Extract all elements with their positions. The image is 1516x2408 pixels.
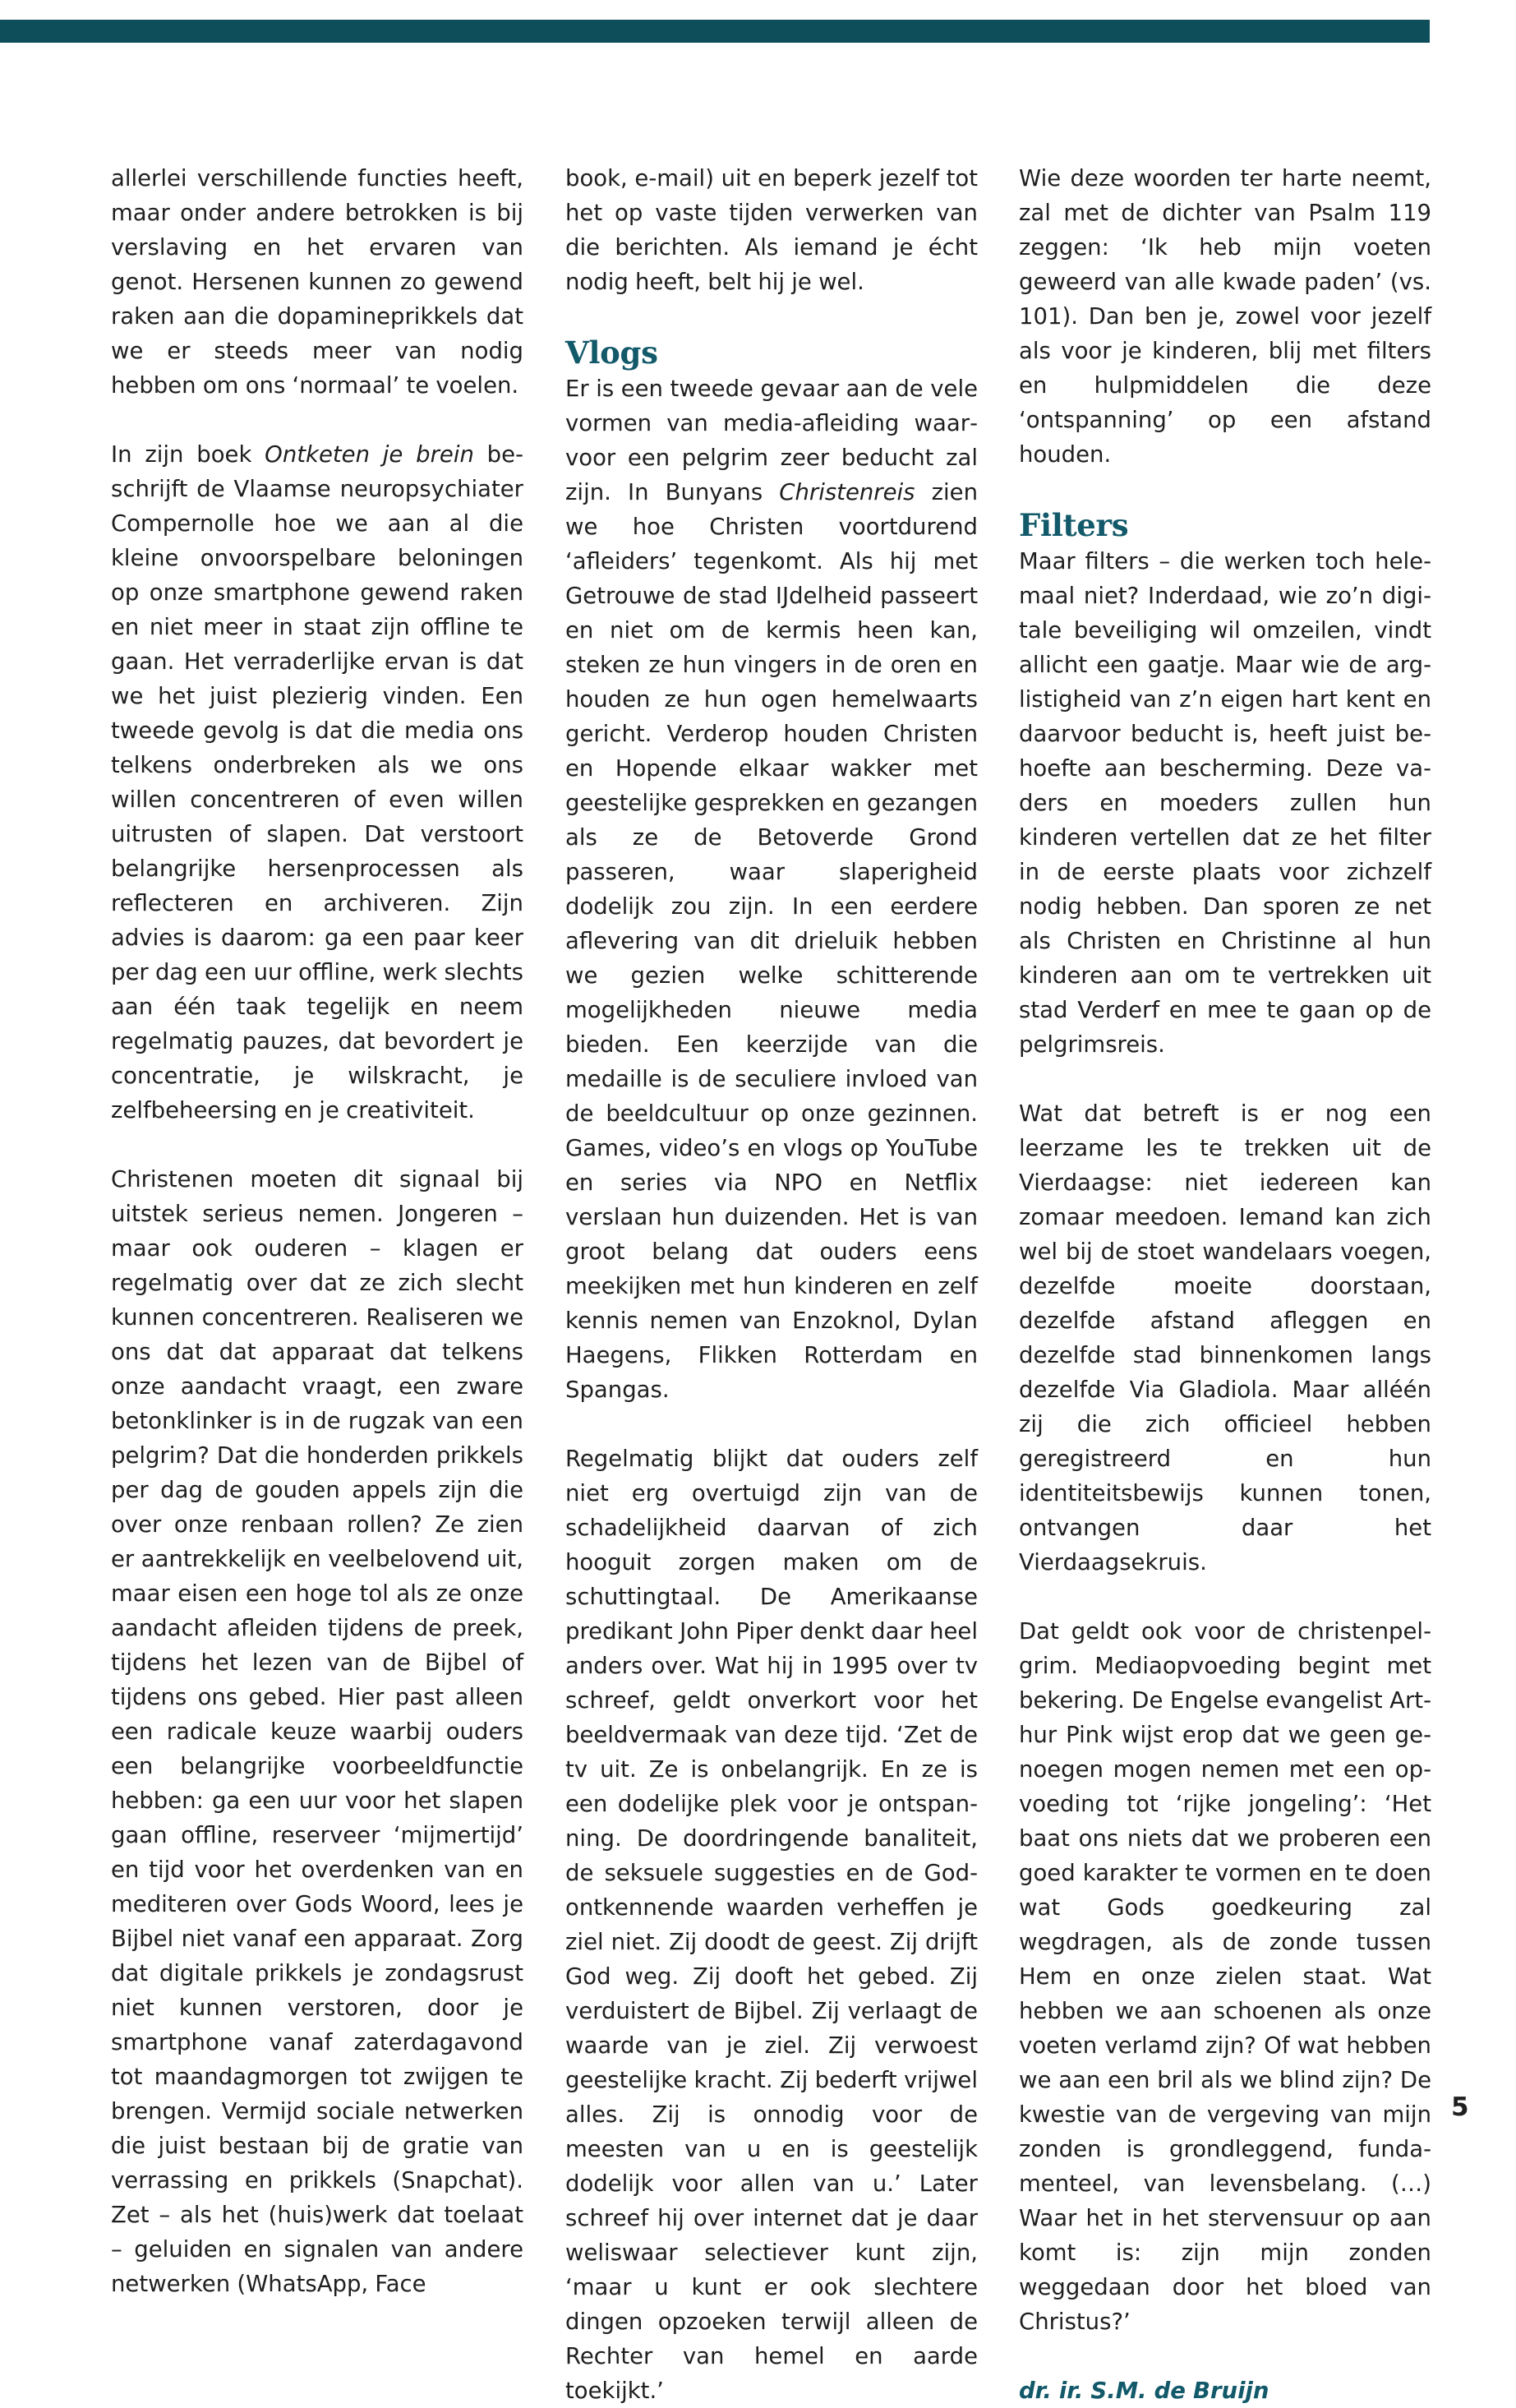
article-column-3	[1019, 161, 1431, 2408]
text-run: Er is een tweede gevaar aan de vele vormen van media-afleiding waarvoor een pelgrim zeer beducht zal zijn. In Bunyans	[565, 376, 978, 505]
paragraph: book, e-mail) uit en beperk jezelf tot het op vaste tijden verwerken van die berichten. Als iemand je écht nodig heeft, belt hij je wel.	[565, 165, 978, 295]
book-title: Christenreis	[779, 479, 915, 505]
article-column-2	[565, 161, 978, 2408]
paragraph	[565, 371, 978, 1407]
section-heading-vlogs: Vlogs	[565, 334, 658, 371]
top-accent-bar	[0, 20, 1430, 43]
paragraph: Dat geldt ook voor de christenpelgrim. Mediaopvoeding begint met bekering. De Engelse evangelist Arthur Pink wijst erop dat we geen genoegen mogen nemen met een opvoeding tot ‘rijke jongeling’: ‘Het baat ons niets dat we proberen een goed karakter te vormen en te doen wat Gods goedkeuring zal wegdragen, als de zonde tussen Hem en onze zielen staat. Wat hebben we aan schoenen als onze voeten verlamd zijn? Of wat hebben we aan een bril als we blind zijn? De kwestie van de vergeving van mijn zonden is grondleggend, fundamenteel, van levensbelang. (…) Waar het in het stervensuur op aan komt is: zijn mijn zonden weggedaan door het bloed van Christus?’	[1019, 1618, 1431, 2335]
article-column-1	[111, 161, 523, 2301]
paragraph: Regelmatig blijkt dat ouders zelf niet erg overtuigd zijn van de schadelijkheid daarvan of zich hooguit zorgen maken om de schuttingtaal. De Amerikaanse predikant John Piper denkt daar heel anders over. Wat hij in 1995 over tv schreef, geldt onverkort voor het beeldvermaak van deze tijd. ‘Zet de tv uit. Ze is onbelangrijk. En ze is een dodelijke plek voor je ontspanning. De doordringende banaliteit, de seksuele suggesties en de God-ontkennende waarden verheffen je ziel niet. Zij doodt de geest. Zij drijft God weg. Zij dooft het gebed. Zij verduistert de Bijbel. Zij verlaagt de waarde van je ziel. Zij verwoest geestelijke kracht. Zij bederft vrijwel alles. Zij is onnodig voor de meesten van u en is geestelijk dodelijk voor allen van u.’ Later schreef hij over internet dat je daar weliswaar selectiever kunt zijn, ‘maar u kunt er ook slechtere dingen opzoeken terwijl alleen de Rechter van hemel en aarde toekijkt.’	[565, 1446, 978, 2404]
section-heading-filters: Filters	[1019, 507, 1129, 543]
paragraph: Wat dat betreft is er nog een leerzame les te trekken uit de Vierdaagse: niet iedereen kan zomaar meedoen. Iemand kan zich wel bij de stoet wandelaars voegen, dezelfde moeite doorstaan, dezelfde afstand afleggen en dezelfde stad binnenkomen langs dezelfde Via Gladiola. Maar alléén zij die zich officieel hebben geregistreerd en hun identiteitsbewijs kunnen tonen, ontvangen daar het Vierdaagsekruis.	[1019, 1100, 1431, 1575]
author-byline: dr. ir. S.M. de Bruijn	[1019, 2378, 1269, 2404]
page-number: 5	[1451, 2092, 1469, 2122]
text-run: In zijn boek	[111, 441, 265, 468]
text-run: beschrijft de Vlaamse neuropsychiater Compernolle hoe we aan al die kleine onvoorspelbare beloningen op onze smartphone gewend raken en niet meer in staat zijn offline te gaan. Het verraderlijke ervan is dat we het juist plezierig vinden. Een tweede gevolg is dat die media ons telkens onderbreken als we ons willen concentreren of even willen uitrusten of slapen. Dat verstoort belangrijke hersenprocessen als reflecteren en archiveren. Zijn advies is daarom: ga een paar keer per dag een uur offline, werk slechts aan één taak tegelijk en neem regelmatig pauzes, dat bevordert je concentratie, je wilskracht, je zelfbeheersing en je creativiteit.	[111, 441, 523, 1123]
paragraph	[111, 437, 523, 1128]
paragraph: Christenen moeten dit signaal bij uitstek serieus nemen. Jongeren – maar ook ouderen – klagen er regelmatig over dat ze zich slecht kunnen concentreren. Realiseren we ons dat dat apparaat dat telkens onze aandacht vraagt, een zware betonklinker is in de rugzak van een pelgrim? Dat die honderden prikkels per dag de gouden appels zijn die over onze renbaan rollen? Ze zien er aantrekkelijk en veelbelovend uit, maar eisen een hoge tol als ze onze aandacht afleiden tijdens de preek, tijdens het lezen van de Bijbel of tijdens ons gebed. Hier past alleen een radicale keuze waarbij ouders een belangrijke voorbeeldfunctie hebben: ga een uur voor het slapen gaan offline, reserveer ‘mijmertijd’ en tijd voor het overdenken van en mediteren over Gods Woord, lees je Bijbel niet vanaf een apparaat. Zorg dat digitale prikkels je zondagsrust niet kunnen verstoren, door je smartphone vanaf zaterdagavond tot maandagmorgen tot zwijgen te brengen. Vermijd sociale netwerken die juist bestaan bij de gratie van verrassing en prikkels (Snapchat). Zet – als het (huis)werk dat toelaat – geluiden en signalen van andere netwerken (WhatsApp, Face	[111, 1166, 523, 2297]
paragraph: Wie deze woorden ter harte neemt, zal met de dichter van Psalm 119 zeggen: ‘Ik heb mijn voeten geweerd van alle kwade paden’ (vs. 101). Dan ben je, zowel voor jezelf als voor je kinderen, blij met filters en hulpmiddelen die deze ‘ontspanning’ op een afstand houden.	[1019, 165, 1431, 468]
paragraph: allerlei verschillende functies heeft, maar onder andere betrokken is bij verslaving en het ervaren van genot. Hersenen kunnen zo gewend raken aan die dopamineprikkels dat we er steeds meer van nodig hebben om ons ‘normaal’ te voelen.	[111, 165, 523, 399]
paragraph: Maar filters – die werken toch helemaal niet? Inderdaad, wie zo’n digitale beveiliging wil omzeilen, vindt allicht een gaatje. Maar wie de arglistigheid van z’n eigen hart kent en daarvoor beducht is, heeft juist behoefte aan bescherming. Deze vaders en moeders zullen hun kinderen vertellen dat ze het filter in de eerste plaats voor zichzelf nodig hebben. Dan sporen ze net als Christen en Christinne al hun kinderen aan om te vertrekken uit stad Verderf en mee te gaan op de pelgrimsreis.	[1019, 548, 1431, 1058]
text-run: zien we hoe Christen voortdurend ‘afleiders’ tegenkomt. Als hij met Getrouwe de stad IJdelheid passeert en niet om de kermis heen kan, steken ze hun vingers in de oren en houden ze hun ogen hemelwaarts gericht. Verderop houden Christen en Hopende elkaar wakker met geestelijke gesprekken en gezangen als ze de Betoverde Grond passeren, waar slaperigheid dodelijk zou zijn. In een eerdere aflevering van dit drieluik hebben we gezien welke schitterende mogelijkheden nieuwe media bieden. Een keerzijde van die medaille is de seculiere invloed van de beeldcultuur op onze gezinnen. Games, video’s en vlogs op YouTube en series via NPO en Netflix verslaan hun duizenden. Het is van groot belang dat ouders eens meekijken met hun kinderen en zelf kennis nemen van Enzoknol, Dylan Haegens, Flikken Rotterdam en Spangas.	[565, 479, 978, 1403]
book-title: Ontketen je brein	[265, 441, 474, 468]
